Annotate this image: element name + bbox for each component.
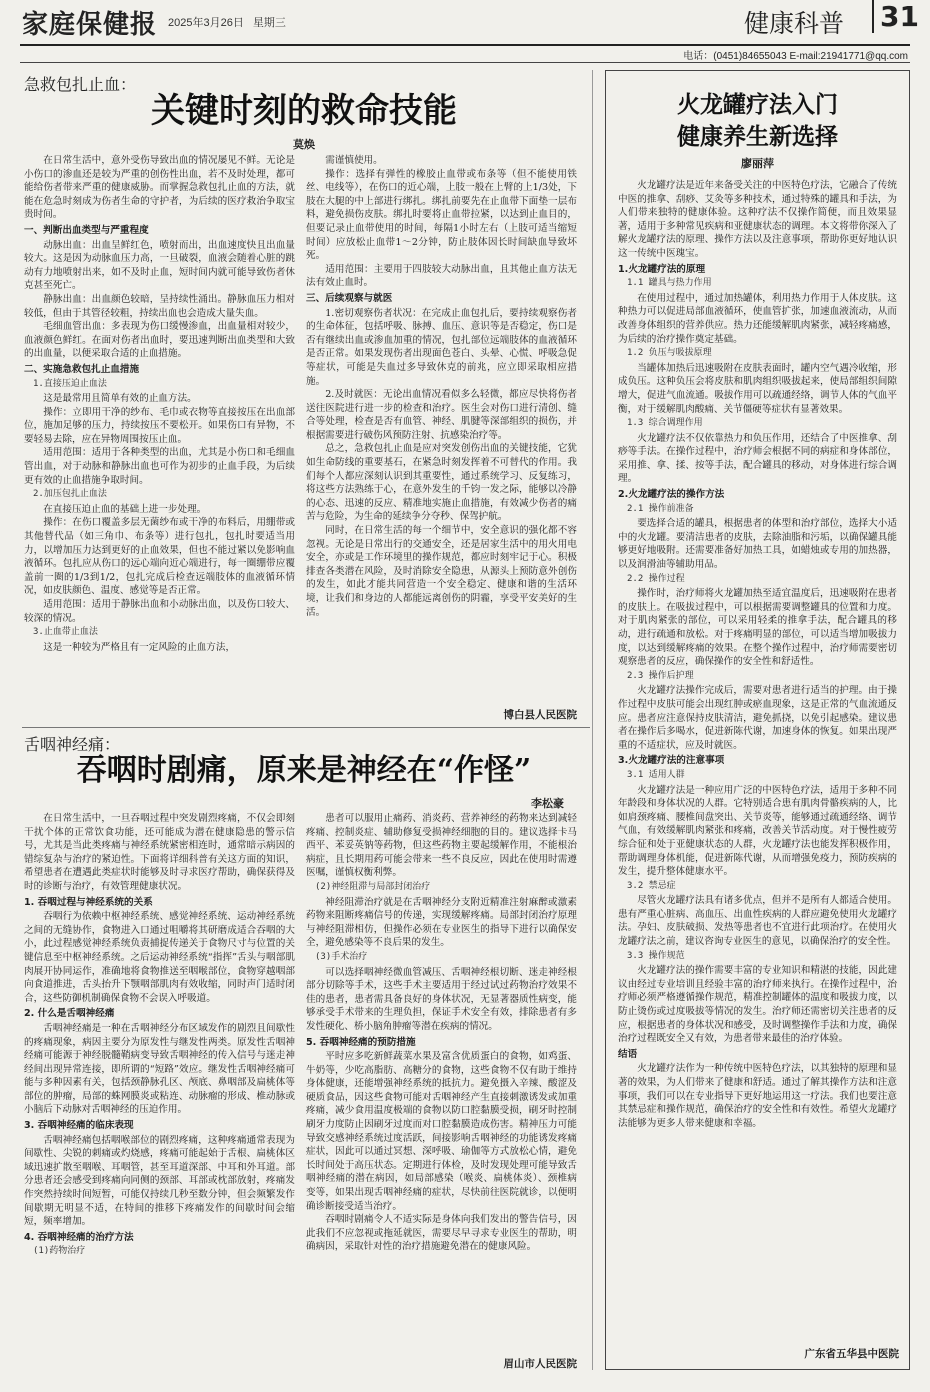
- paragraph: 当罐体加热后迅速吸附在皮肤表面时，罐内空气遇冷收缩，形成负压。这种负压会将皮肤和肌肉组织吸拔起来，使局部组织间隙增大，促进气血流通。吸拔作用可以疏通经络，调节人体的气血平衡，对于缓解肌肉酸痛、关节僵硬等症状有显著效果。: [618, 362, 897, 415]
- subsection-heading: 3.止血带止血法: [33, 627, 98, 638]
- newspaper-masthead: 家庭保健报: [22, 10, 158, 40]
- paragraph: 火龙罐疗法的操作需要丰富的专业知识和精湛的技能，因此建议由经过专业培训且经验丰富的治疗师来执行。在操作过程中，治疗师必须严格遵循操作规范，精准控制罐体的温度和吸拔力度，以防止烫伤或过度吸拔等情况的发生。治疗师还需密切关注患者的反应，根据患者的身体状况和感受，及时调整操作手法和力度，确保治疗过程既安全又有效，为患者带来最佳的治疗体验。: [618, 965, 897, 1045]
- paragraph: 在使用过程中，通过加热罐体，利用热力作用于人体皮肤。这种热力可以促进局部血液循环，使血管扩张，加速血液流动，从而改善身体组织的营养供应。热力还能缓解肌肉紧张，减轻疼痛感，为后续的治疗操作奠定基础。: [618, 292, 897, 345]
- paragraph: 在日常生活中，意外受伤导致出血的情况屡见不鲜。无论是小伤口的渗血还是较为严重的创伤性出血，若不及时处理，都可能给伤者带来严重的健康威胁。而掌握急救包扎止血的方法，就能在危急时刻成为伤者生命的守护者，为后续的医疗救治争取宝贵时间。: [24, 155, 295, 221]
- section-heading: 4. 吞咽神经痛的治疗方法: [24, 1231, 134, 1243]
- subsection-heading: 3.2 禁忌症: [627, 880, 676, 891]
- section-heading: 3.火龙罐疗法的注意事项: [618, 755, 725, 767]
- article1-title: 关键时刻的救命技能: [151, 91, 457, 131]
- paragraph: 在日常生活中，一旦吞咽过程中突发剧烈疼痛，不仅会即刻干扰个体的正常饮食功能，还可能成为潜在健康隐患的警示信号，尤其是当此类疼痛与神经系统紧密相连时，通常暗示病因的错综复杂与治疗的紧迫性。下面将详细科普有关这方面的知识，希望患者在遭遇此类症状时能够及时寻求医疗帮助，确保获得及时的诊断与治疗，有效管理健康状况。: [24, 813, 295, 892]
- subsection-heading: (2)神经阻滞与局部封闭治疗: [315, 881, 431, 892]
- subsection-heading: 2.3 操作后护理: [627, 670, 694, 681]
- article3-author: 廖丽萍: [741, 157, 774, 170]
- contact-line: 电话：(0451)84655043 E-mail:21941771@qq.com: [683, 51, 908, 62]
- article1-author: 莫焕: [293, 138, 315, 151]
- article3-source: 广东省五华县中医院: [804, 1348, 899, 1360]
- article1-column-1: [24, 154, 295, 724]
- paragraph: 火龙罐疗法不仅依靠热力和负压作用，还结合了中医推拿、刮痧等手法。在操作过程中，治疗师会根据不同的病症和身体部位，采用推、拿、揉、按等手法，配合罐具的移动，对身体进行综合调理。: [618, 432, 897, 485]
- section-heading: 3. 吞咽神经痛的临床表现: [24, 1120, 134, 1132]
- paragraph: 需谨慎使用。: [325, 155, 383, 166]
- paragraph: 火龙罐疗法是一种应用广泛的中医特色疗法，适用于多种不同年龄段和身体状况的人群。它特别适合患有肌肉骨骼疾病的人，比如肩颈疼痛、腰椎间盘突出、关节炎等，能够通过疏通经络、调节气血，有效缓解肌肉紧张和疼痛，改善关节活动度。对于慢性疲劳综合征和处于亚健康状态的人群，火龙罐疗法也能发挥积极作用，帮助调理身体机能，促进新陈代谢，从而增强免疫力，预防疾病的发生，提升整体健康水平。: [618, 784, 897, 878]
- paragraph: 尽管火龙罐疗法具有诸多优点，但并不是所有人都适合使用。患有严重心脏病、高血压、出血性疾病的人群应避免使用火龙罐疗法。孕妇、皮肤破损、发热等患者也不宜进行此项治疗。在使用火龙罐疗法之前，建议咨询专业医生的意见，以确保治疗的安全性。: [618, 895, 897, 948]
- paragraph: 适用范围：主要用于四肢较大动脉出血，且其他止血方法无法有效止血时。: [306, 263, 577, 289]
- section-heading: 1. 吞咽过程与神经系统的关系: [24, 896, 153, 908]
- paragraph: 操作时，治疗师将火龙罐加热至适宜温度后，迅速吸附在患者的皮肤上。在吸拔过程中，可以根据需要调整罐具的位置和力度。对于肌肉紧张的部位，可以采用轻柔的推拿手法，配合罐具的移动，进行疏通和放松。对于疼痛明显的部位，可以适当增加吸拔力度，以达到缓解疼痛的效果。在整个操作过程中，治疗师需要密切观察患者的反应，确保操作的安全性和舒适性。: [618, 588, 897, 668]
- article-divider: [22, 727, 590, 728]
- paragraph: 总之，急救包扎止血是应对突发创伤出血的关键技能，它犹如生命防线的重要基石，在紧急时刻发挥着不可替代的作用。我们每个人都应深刻认识到其重要性，通过系统学习、反复练习，将这些方法熟练于心，在意外发生的千钧一发之际，能够以冷静的心态、迅速的反应、精准地实施止血措施，有效减少伤者的痛苦与危险，为生命的延续争分夺秒、保驾护航。: [306, 443, 577, 523]
- paragraph: 同时，在日常生活的每一个细节中，安全意识的强化都不容忽视。无论是日常出行的交通安全，还是居家生活中的用火用电安全，亦或是工作环境里的操作规范，都应时刻牢记于心。积极排查各类潜在风险，及时消除安全隐患，从源头上预防意外创伤的发生，如此才能共同营造一个安全稳定、健康和谐的生活环境，让我们和身边的人都能远离创伤的阴霾，享受平安美好的生活。: [306, 525, 577, 618]
- subsection-heading: (3)手术治疗: [315, 951, 368, 962]
- subsection-heading: 3.1 适用人群: [627, 769, 685, 780]
- paragraph: 火龙罐疗法操作完成后，需要对患者进行适当的护理。由于操作过程中皮肤可能会出现红肿或瘀血现象，这是正常的气血流通反应。患者应注意保持皮肤清洁，避免抓挠，以免引起感染。建议患者在操作后多喝水，促进新陈代谢，加速身体的恢复。如果出现严重的不适症状，应及时就医。: [618, 685, 897, 751]
- section-title: 健康科普: [744, 9, 845, 38]
- paragraph: 神经阻滞治疗就是在舌咽神经分支附近精准注射麻醉或激素药物来阻断疼痛信号的传递，实现缓解疼痛。局部封闭治疗原理与神经阻滞相仿，但操作必须在专业医生的指导下进行以确保安全，避免感染等不良后果的发生。: [306, 896, 577, 949]
- paragraph: 这是一种较为严格且有一定风险的止血方法，: [43, 641, 236, 653]
- paragraph: 可以选择咽神经微血管减压、舌咽神经根切断、迷走神经根部分切除等手术，这些手术主要适用于经过试过药物治疗效果不佳的患者，患者需具备良好的身体状况，无显著器质性病变，能够承受手术带来的生理负担，保证手术安全有效，排除患者有多发性硬化、桥小脑角肿瘤等潜在疾病的情况。: [306, 966, 577, 1032]
- header-subrule: [20, 62, 910, 63]
- issue-date-line: [168, 14, 292, 30]
- paragraph: 操作：立即用干净的纱布、毛巾或衣物等直接按压在出血部位，施加足够的压力，持续按压不要松开。如果伤口有异物，不要轻易去除，应在异物周围按压止血。: [24, 406, 295, 445]
- paragraph: 在直接压迫止血的基础上进一步处理。: [43, 503, 207, 515]
- paragraph: 火龙罐疗法是近年来备受关注的中医特色疗法，它融合了传统中医的推拿、刮痧、艾灸等多种技术，通过特殊的罐具和手法，为人们带来独特的健康体验。这种疗法不仅操作简便，而且效果显著，适用于多种常见疾病和亚健康状态的调理。本文将带你深入了解火龙罐疗法的原理、操作方法以及注意事项，帮助你更好地认识这一传统中医瑰宝。: [618, 180, 897, 259]
- subsection-heading: 2.加压包扎止血法: [33, 489, 107, 500]
- paragraph: 吞咽时剧痛令人不适实际是身体向我们发出的警告信号，因此我们不应忽视或拖延就医，需要尽早寻求专业医生的帮助，明确病因，采取针对性的治疗措施避免潜在的健康风险。: [306, 1214, 577, 1253]
- article3-title-line2: 健康养生新选择: [677, 123, 838, 150]
- section-heading: 2.火龙罐疗法的操作方法: [618, 489, 725, 501]
- article3-body: [618, 179, 897, 1347]
- article1-column-2: [306, 154, 577, 704]
- paragraph: 操作：在伤口覆盖多层无菌纱布或干净的布料后，用绷带或其他替代品（如三角巾、布条等）进行包扎，包扎时要适当用力，以增加压力达到更好的止血效果，但也不能过紧以免影响血液循环。包扎应从伤口的远心端向近心端进行，每一圈绷带应覆盖前一圈的1/3到1/2，包扎完成后检查远端肢体的血液循环情况，如皮肤颜色、温度、感觉等是否正常。: [24, 517, 295, 597]
- column-divider: [592, 70, 593, 1370]
- section-heading: 结语: [618, 1048, 638, 1060]
- subsection-heading: 3.3 操作规范: [627, 950, 685, 961]
- paragraph: 这是最常用且简单有效的止血方法。: [43, 393, 197, 405]
- subsection-heading: 1.3 综合调理作用: [627, 418, 703, 429]
- article2-title: 吞咽时剧痛，原来是神经在“作怪”: [76, 753, 532, 788]
- subsection-heading: 1.1 罐具与热力作用: [627, 278, 712, 289]
- subsection-heading: 1.直接压迫止血法: [33, 378, 107, 389]
- paragraph: 静脉出血：出血颜色较暗，呈持续性涌出。静脉血压力相对较低，但由于其管径较粗，持续出血也会造成大量失血。: [24, 293, 295, 319]
- article3-title-line1: 火龙罐疗法入门: [677, 91, 838, 118]
- article2-source: 眉山市人民医院: [503, 1358, 577, 1370]
- paragraph: 动脉出血：出血呈鲜红色，喷射而出，出血速度快且出血量较大。这是因为动脉血压力高，一旦破裂，血液会随着心脏的跳动有力地喷射出来，如不及时止血，短时间内就可能导致伤者休克甚至死亡。: [24, 239, 295, 292]
- section-heading: 二、实施急救包扎止血措施: [24, 363, 140, 375]
- article1-source: 博白县人民医院: [503, 709, 577, 721]
- subsection-heading: 2.1 操作前准备: [627, 503, 694, 514]
- section-heading: 2. 什么是舌咽神经痛: [24, 1008, 115, 1020]
- section-heading: 三、后续观察与就医: [306, 292, 393, 304]
- subsection-heading: 1.2 负压与吸拔原理: [627, 348, 712, 359]
- issue-date: 2025年3月26日: [168, 17, 244, 29]
- article1-kicker: 急救包扎止血：: [24, 75, 137, 94]
- paragraph: 毛细血管出血：多表现为伤口缓慢渗血，出血量相对较少，血液颜色鲜红。在面对伤者出血时，要迅速判断出血类型和大致的出血量，以便采取合适的止血措施。: [24, 321, 295, 360]
- article2-column-2: [306, 812, 577, 1352]
- article2-kicker: 舌咽神经痛：: [24, 735, 121, 754]
- article3-box: [605, 70, 910, 1370]
- paragraph: 要选择合适的罐具，根据患者的体型和治疗部位，选择大小适中的火龙罐。要清洁患者的皮肤，去除油脂和污垢，以确保罐具能够更好地吸附。还需要准备好加热工具，如蜡烛或专用的加热器，以及润滑油等辅助用品。: [618, 518, 897, 571]
- paragraph: 2.及时就医：无论出血情况看似多么轻微，都应尽快将伤者送往医院进行进一步的检查和治疗。医生会对伤口进行清创、缝合等处理，检查是否有血管、神经、肌腱等深部组织的损伤，并根据需要进行破伤风预防注射、抗感染治疗等。: [306, 389, 577, 441]
- paragraph: 火龙罐疗法作为一种传统中医特色疗法，以其独特的原理和显著的效果，为人们带来了健康和舒适。通过了解其操作方法和注意事项，我们可以在专业指导下更好地运用这一疗法。我们也要注意其禁忌症和操作规范，确保治疗的安全性和有效性。希望火龙罐疗法能够为更多人带来健康和幸福。: [618, 1063, 897, 1129]
- paragraph: 舌咽神经痛是一种在舌咽神经分布区域发作的剧烈且间歇性的疼痛现象，病因主要分为原发性与继发性两类。原发性舌咽神经痛可能源于神经脱髓鞘病变导致舌咽神经的传入信号与迷走神经间出现异常连接，即所谓的“短路”效应。继发性舌咽神经痛可能与多种因素有关，包括颈静脉孔区、颅底、鼻咽部及扁桃体等部位的肿瘤，局部的蛛网膜炎或粘连、动脉瘤的形成、椎动脉或小脑后下动脉对舌咽神经的压迫作用。: [24, 1022, 295, 1116]
- paragraph: 1.密切观察伤者状况：在完成止血包扎后，要持续观察伤者的生命体征，包括呼吸、脉搏、血压、意识等是否稳定，伤口是否有继续出血或渗血加重的情况，包扎部位远端肢体的血液循环是否正常。如果发现伤者出现面色苍白、头晕、心慌、呼吸急促等症状，可能是失血过多导致休克的前兆，应立即采取相应措施。: [306, 307, 577, 387]
- section-heading: 1.火龙罐疗法的原理: [618, 263, 706, 275]
- subsection-heading: 2.2 操作过程: [627, 573, 685, 584]
- article2-author: 李松豪: [531, 797, 564, 810]
- paragraph: 平时应多吃新鲜蔬菜水果及富含优质蛋白的食物，如鸡蛋、牛奶等，少吃高脂肪、高糖分的食物，这些食物不仅有助于维持身体健康，还能增强神经系统的抵抗力。避免摄入辛辣、酸涩及硬质食品，因这些食物可能对舌咽神经产生直接刺激诱发或加重疼痛，减少食用温度极端的食物以防口腔黏膜受损，刷牙时控制刷牙力度防止因刷牙过度而对口腔黏膜造成伤害。精神压力可能导致交感神经系统过度活跃，间接影响舌咽神经的功能诱发疼痛症状，因此可以通过冥想、深呼吸、瑜伽等方式放松心情，避免长时间处于高压状态。定期进行体检，及时发现处理可能导致舌咽神经痛的潜在病因，如局部感染（喉炎、扁桃体炎）、颈椎病变等，如果出现舌咽神经痛的症状，尽快前往医院就诊，以便明确诊断接受适当治疗。: [306, 1051, 577, 1212]
- page-number: 31: [872, 0, 919, 33]
- subsection-heading: (1)药物治疗: [33, 1246, 86, 1257]
- section-heading: 一、判断出血类型与严重程度: [24, 224, 149, 236]
- paragraph: 操作：选择有弹性的橡胶止血带或布条等（但不能使用铁丝、电线等），在伤口的近心端，上肢一般在上臂的上1/3处，下肢在大腿的中上部进行绑扎。绑扎前要先在止血带下面垫一层布料，避免损伤皮肤。绑扎时要将止血带拉紧，以达到止血目的，但要记录止血带使用的时间，每隔1小时左右（上肢可适当缩短时间）应放松止血带1～2分钟，防止肢体因长时间缺血导致坏死。: [306, 168, 577, 262]
- article2-column-1: [24, 812, 295, 1372]
- header-rule: [20, 44, 910, 46]
- paragraph: 患者可以服用止痛药、消炎药、营养神经的药物来达到减轻疼痛、控制炎症、辅助修复受损神经细胞的目的。建议选择卡马西平、苯妥英钠等药物，但这些药物主要起缓解作用，不能根治病症，且长期用药可能会带来一些不良反应，因此在使用时需遵医嘱，谨慎权衡利弊。: [306, 813, 577, 879]
- paragraph: 吞咽行为依赖中枢神经系统、感觉神经系统、运动神经系统之间的无缝协作，食物进入口通过咀嚼将其研磨成适合吞咽的大小，此过程感觉神经系统负责捕捉传递关于食物尺寸与位置的关键信息至中枢神经系统。之后运动神经系统“指挥”舌头与咽部肌肉展开协同运作，准确地将食物推送至咽喉部位，食物穿越咽部向食道推进，舌头抬升下颚咽部肌肉有效收缩，同时声门适时闭合，这些防御机制确保食物不会误入呼吸道。: [24, 911, 295, 1004]
- paragraph: 适用范围：适用于静脉出血和小动脉出血，以及伤口较大、较深的情况。: [24, 599, 295, 624]
- paragraph: 适用范围：适用于各种类型的出血，尤其是小伤口和毛细血管出血，对于动脉和静脉出血也可作为初步的止血手段，为后续更有效的止血措施争取时间。: [24, 447, 295, 486]
- paragraph: 舌咽神经痛包括咽喉部位的剧烈疼痛，这种疼痛通常表现为间歇性、尖锐的刺痛或灼烧感，疼痛可能起始于舌根、扁桃体区域迅速扩散至咽喉、耳咽管，甚至耳道深部、中耳和外耳道。部分患者还会感受到疼痛向同侧的颈部、耳部或枕部放射，疼痛发作突然持续时间短暂，可能仅持续几秒至数分钟，但会频繁发作间歇期无明显不适，在特间的推移下疼痛发作的间歇时间会缩短，频率增加。: [24, 1134, 295, 1228]
- issue-weekday: 星期三: [252, 17, 286, 29]
- section-heading: 5. 吞咽神经痛的预防措施: [306, 1036, 416, 1048]
